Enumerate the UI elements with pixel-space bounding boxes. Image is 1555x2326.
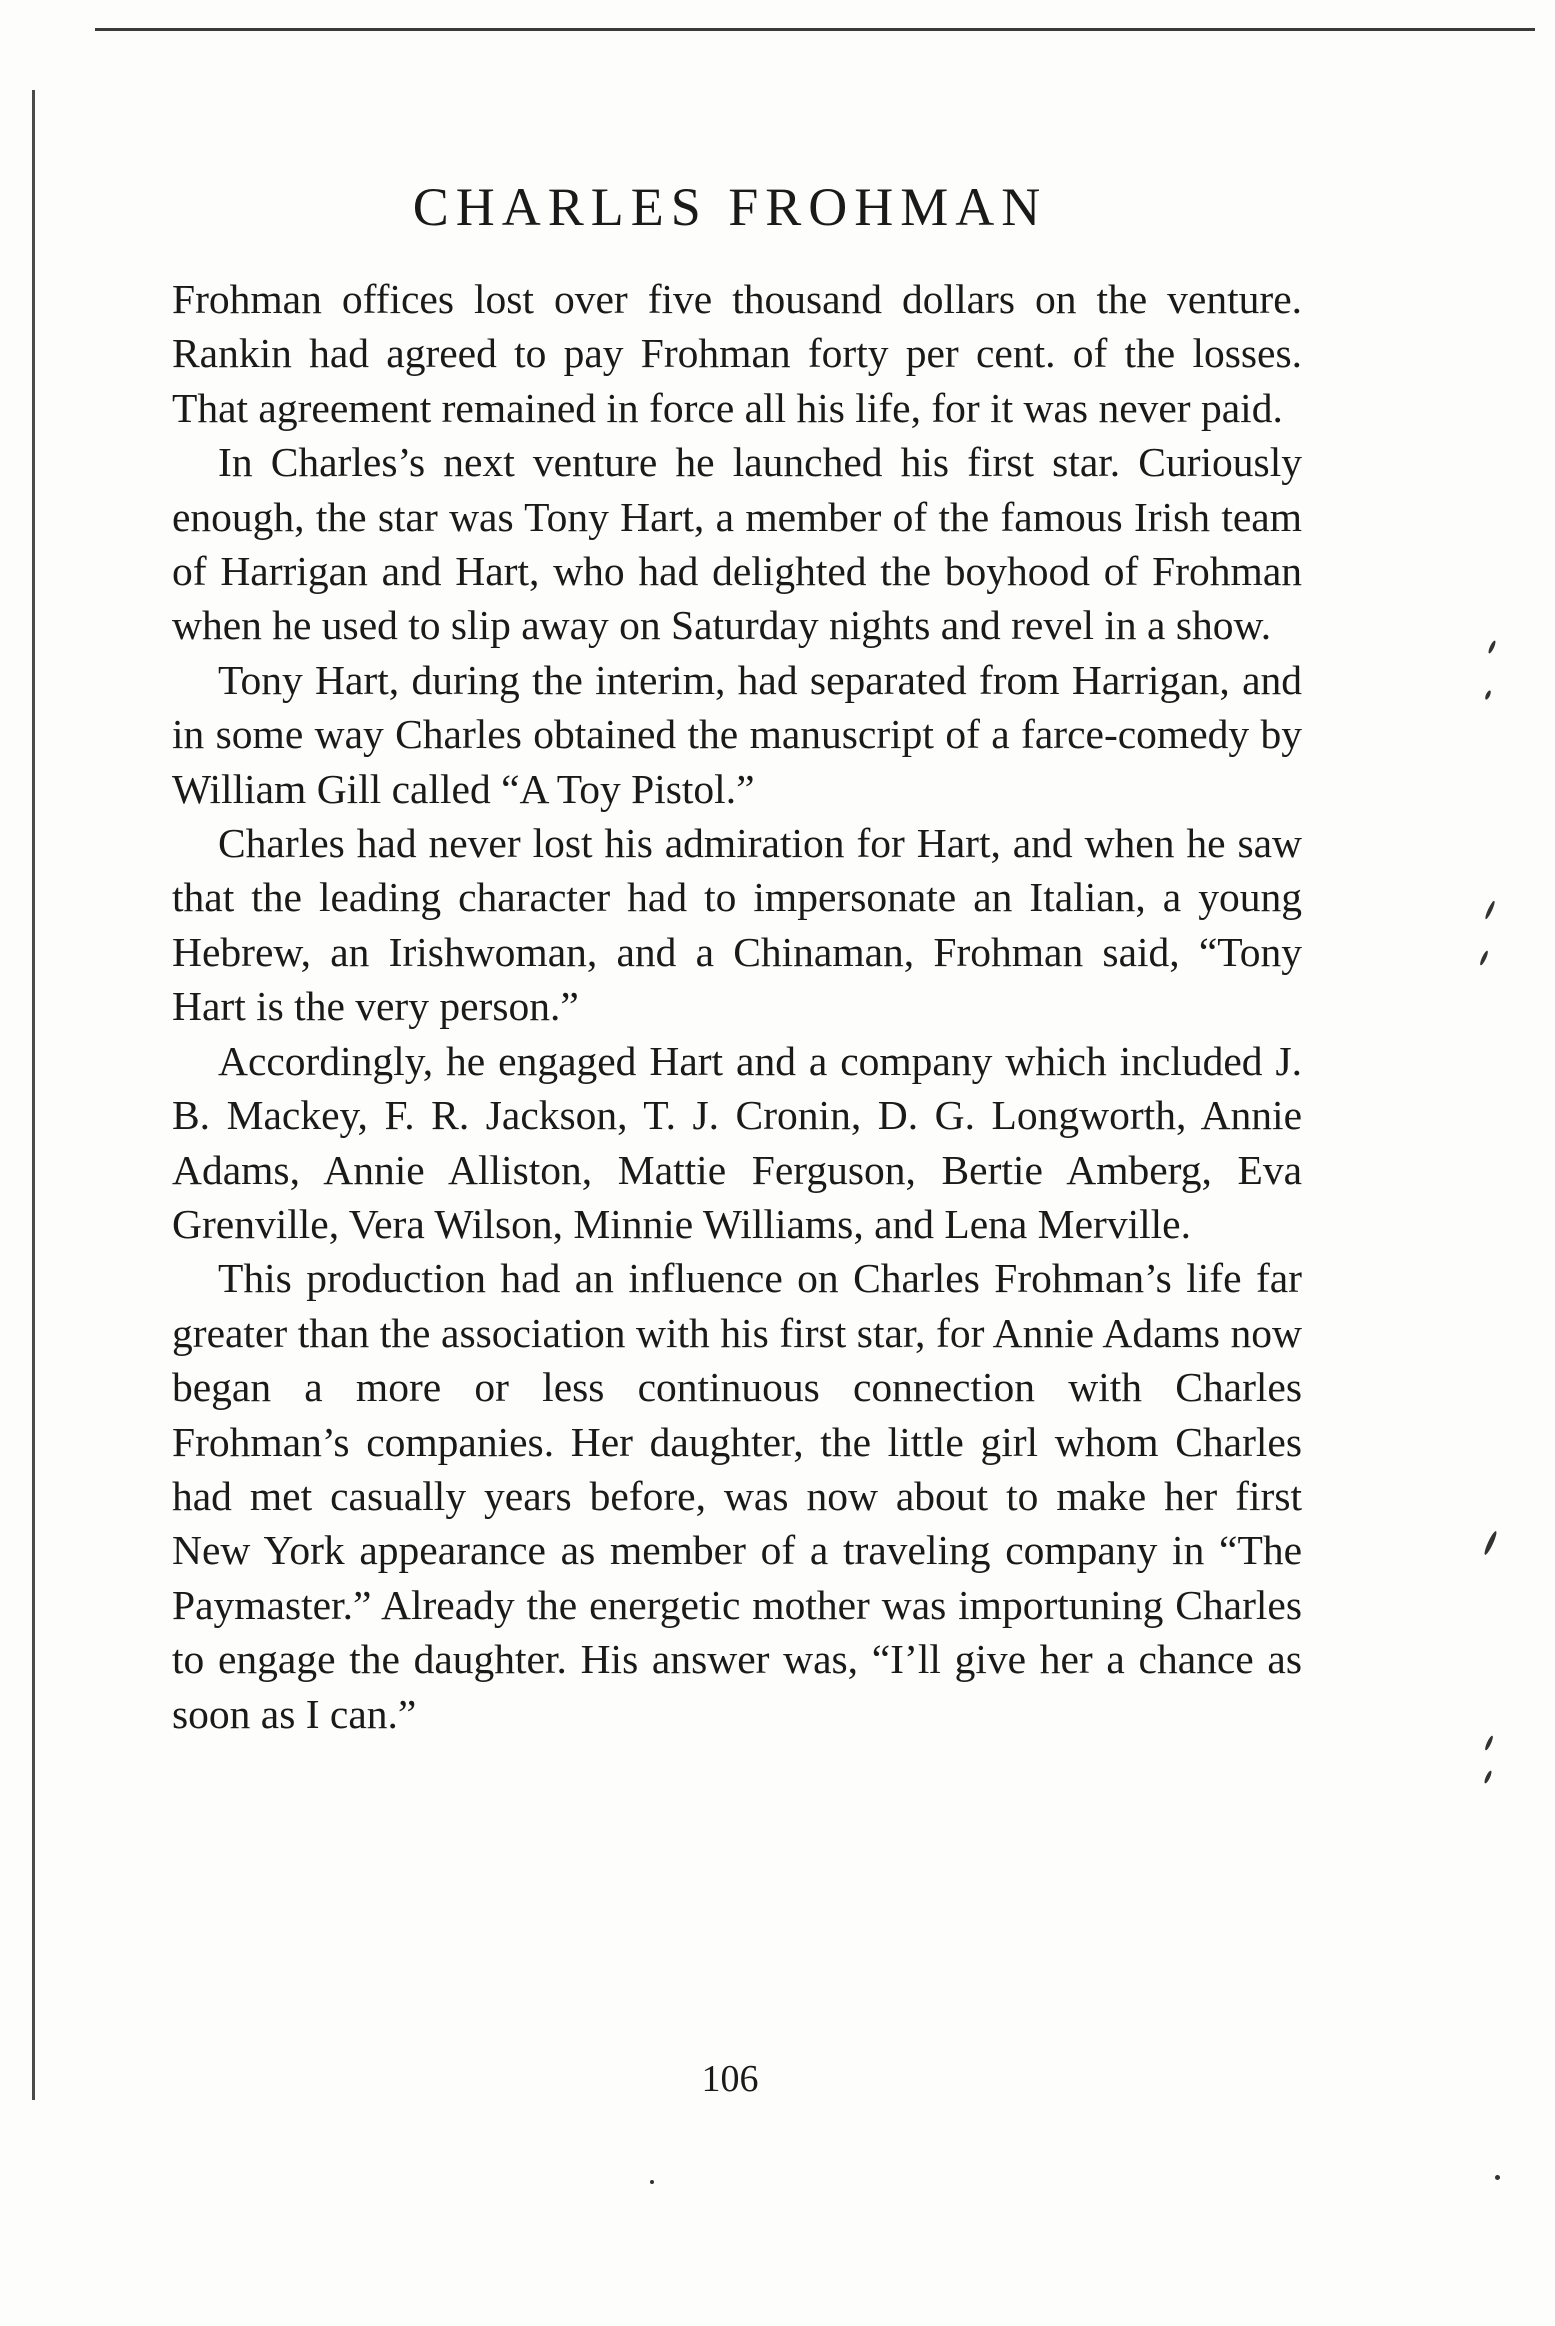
paragraph-2: In Charles’s next venture he launched his first star. Curiously enough, the star was Tony Hart, a member of the famous Irish team of Harrigan and Hart, who had delighted the boyhood of Frohman when he used to slip away on Saturday nights and revel in a show. [172,439,1302,649]
paragraph-1: Frohman offices lost over five thousand dollars on the venture. Rankin had agreed to pay Frohman forty per cent. of the losses. That agreement remained in force all his life, for it was never paid. [172,276,1302,431]
page-number: 106 [701,2058,759,2100]
paragraph-4: Charles had never lost his admiration for Hart, and when he saw that the leading character had to impersonate an Italian, a young Hebrew, an Irishwoman, and a Chinaman, Frohman said, “Tony Hart is the very person.” [172,820,1302,1030]
margin-mark [650,2180,654,2184]
margin-mark [1495,2175,1500,2180]
margin-mark [1487,640,1497,654]
margin-mark [1484,690,1492,701]
margin-mark [1484,1735,1494,1751]
binding-gutter-line [32,90,35,2100]
margin-mark [1479,950,1489,966]
margin-mark [1484,900,1496,920]
paragraph-5: Accordingly, he engaged Hart and a company which included J. B. Mackey, F. R. Jackson, T. J. Cronin, D. G. Longworth, Annie Adams, Annie Alliston, Mattie Ferguson, Bertie Amberg, Eva Grenville, Vera Wilson, Minnie Williams, and Lena Merville. [172,1037,1302,1247]
margin-mark [1483,1530,1499,1556]
top-rule [95,28,1535,31]
paragraph-6: This production had an influence on Charles Frohman’s life far greater than the association with his first star, for Annie Adams now began a more or less continuous connection with Charles Frohman’s companies. Her daughter, the little girl whom Charles had met casually years before, was now about to make her first New York appearance as member of a traveling company in “The Paymaster.” Already the energetic mother was importuning Charles to engage the daughter. His answer was, “I’ll give her a chance as soon as I can.” [172,1255,1302,1737]
paragraph-3: Tony Hart, during the interim, had separated from Harrigan, and in some way Charles obtained the manuscript of a farce-comedy by William Gill called “A Toy Pistol.” [172,656,1302,812]
running-head: CHARLES FROHMAN [412,177,1048,237]
margin-mark [1483,1770,1493,1784]
body-text [172,272,1302,1741]
